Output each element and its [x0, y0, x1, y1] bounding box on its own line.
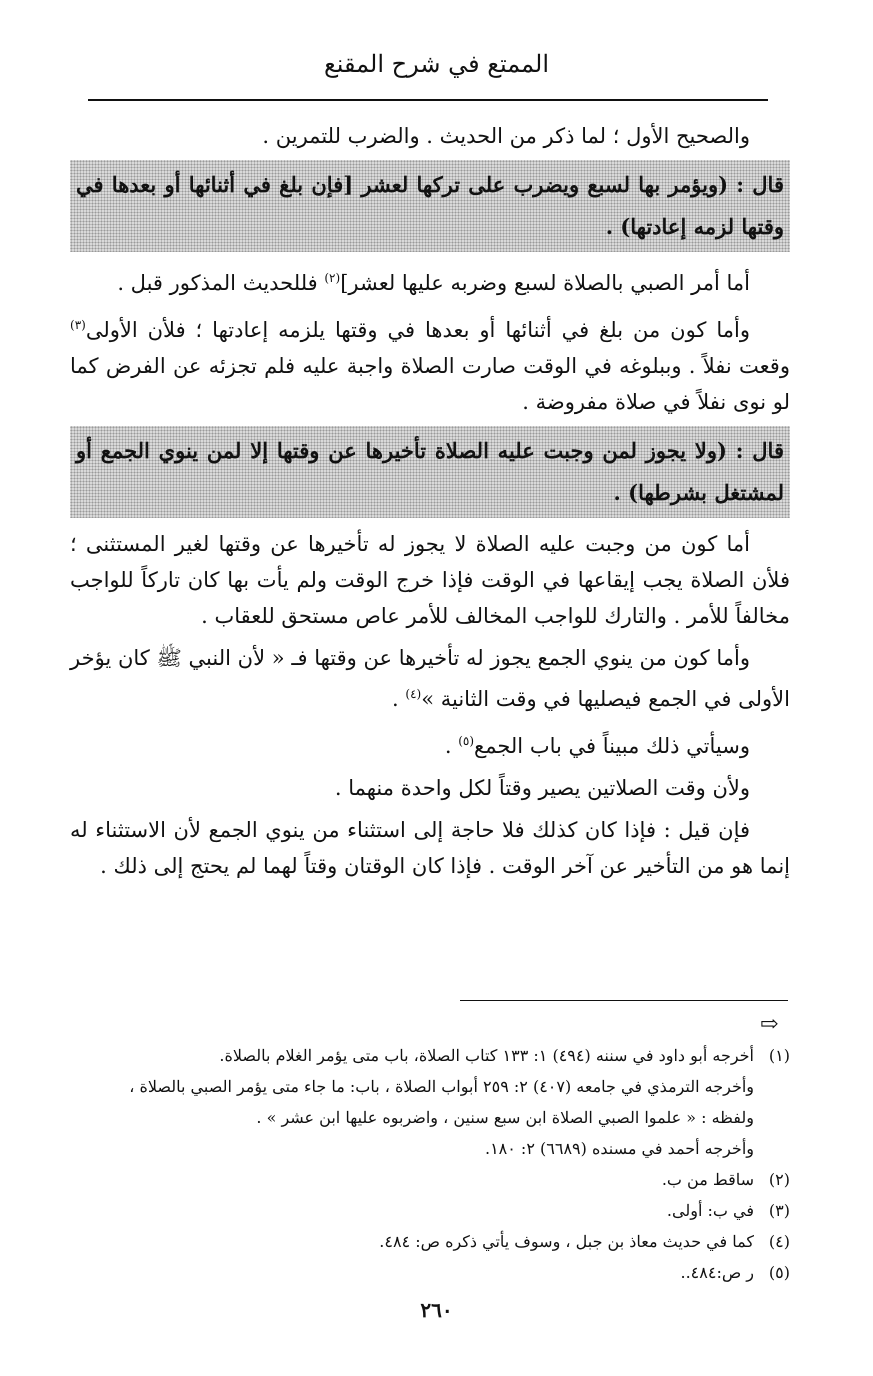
footnote-text: كما في حديث معاذ بن جبل ، وسوف يأتي ذكره ص: ٤٨٤. [379, 1232, 754, 1251]
paragraph: فإن قيل : فإذا كان كذلك فلا حاجة إلى استثناء من ينوي الجمع لأن الاستثناء له إنما هو من التأخير عن آخر الوقت . فإذا كان الوقتان وقتاً لهما لم يحتج إلى ذلك . [70, 818, 790, 878]
footnote [70, 1164, 790, 1195]
running-header: الممتع في شرح المقنع [324, 50, 549, 78]
footnote-ref: (٥) [458, 734, 475, 748]
footnote-text: أخرجه أبو داود في سننه (٤٩٤) ١: ١٣٣ كتاب الصلاة، باب متى يؤمر الغلام بالصلاة. [219, 1046, 754, 1065]
footnote-number: (١) [768, 1046, 790, 1065]
page-number: ٢٦٠ [420, 1298, 453, 1322]
header-rule [88, 99, 768, 101]
footnote-continuation [70, 1071, 790, 1102]
footnote-number: (٢) [768, 1170, 790, 1189]
text: . [444, 734, 459, 758]
paragraph [70, 640, 790, 717]
footnote [70, 1040, 790, 1071]
paragraph [70, 260, 790, 301]
footnote-ref: (٤) [405, 687, 422, 701]
matn-highlight: قال : (ولا يجوز لمن وجبت عليه الصلاة تأخيرها عن وقتها إلا لمن ينوي الجمع أو لمشتغل بشرطها) . [70, 426, 790, 518]
footnote-text: في ب: أولى. [666, 1201, 754, 1220]
matn-highlight: قال : (ويؤمر بها لسبع ويضرب على تركها لعشر [فإن بلغ في أثنائها أو بعدها في وقتها لزمه إعادتها) . [70, 160, 790, 252]
text: وأما كون من بلغ في أثنائها أو بعدها في وقتها يلزمه إعادتها ؛ فلأن الأولى [85, 318, 750, 342]
footnote-ref: (٣) [70, 318, 86, 332]
text: وأما كون من ينوي الجمع يجوز له تأخيرها عن وقتها فـ « لأن النبي ﷺ كان يؤخر الأولى في الجمع فيصليها في وقت الثانية » [70, 646, 790, 711]
footnote-continuation [70, 1133, 790, 1164]
paragraph [70, 723, 790, 764]
main-text [70, 118, 790, 890]
footnote [70, 1257, 790, 1288]
footnote [70, 1195, 790, 1226]
text: وسيأتي ذلك مبيناً في باب الجمع [474, 734, 750, 758]
text: فللحديث المذكور قبل . [117, 271, 325, 295]
paragraph: أما كون من وجبت عليه الصلاة لا يجوز له تأخيرها عن وقتها لغير المستثنى ؛ فلأن الصلاة يجب إيقاعها في الوقت فإذا خرج الوقت ولم يأت بها كان تاركاً للواجب مخالفاً للأمر . والتارك للواجب المخالف للأمر عاص مستحق للعقاب . [70, 532, 790, 628]
footnote-text: وأخرجه الترمذي في جامعه (٤٠٧) ٢: ٢٥٩ أبواب الصلاة ، باب: ما جاء متى يؤمر الصبي بالصلاة ، [129, 1077, 754, 1096]
paragraph [70, 307, 790, 420]
footnote [70, 1226, 790, 1257]
footnote-ref: (٢) [324, 271, 341, 285]
text: وقعت نفلاً . وببلوغه في الوقت صارت الصلاة واجبة عليه فلم تجزئه عن الفرض كما لو نوى نفلاً في صلاة مفروضة . [70, 354, 790, 414]
footnote-text: وأخرجه أحمد في مسنده (٦٦٨٩) ٢: ١٨٠. [484, 1139, 754, 1158]
footnote-number: (٥) [768, 1263, 790, 1282]
footnote-number: (٤) [768, 1232, 790, 1251]
text: . [392, 687, 406, 711]
paragraph: والصحيح الأول ؛ لما ذكر من الحديث . والضرب للتمرين . [262, 124, 750, 148]
footnote-text: ر ص:٤٨٤.. [680, 1263, 754, 1282]
footnote-text: ولفظه : « علموا الصبي الصلاة ابن سبع سنين ، واضربوه عليها ابن عشر » . [256, 1108, 754, 1127]
footnote-rule [460, 1000, 788, 1001]
text: أما أمر الصبي بالصلاة لسبع وضربه عليها لعشر] [340, 271, 750, 295]
footnote-continuation [70, 1102, 790, 1133]
footnote-text: ساقط من ب. [661, 1170, 754, 1189]
paragraph: ولأن وقت الصلاتين يصير وقتاً لكل واحدة منهما . [334, 776, 750, 800]
footnote-number: (٣) [768, 1201, 790, 1220]
continuation-arrow-icon: ⇨ [760, 1012, 779, 1037]
footnotes [70, 1040, 790, 1288]
